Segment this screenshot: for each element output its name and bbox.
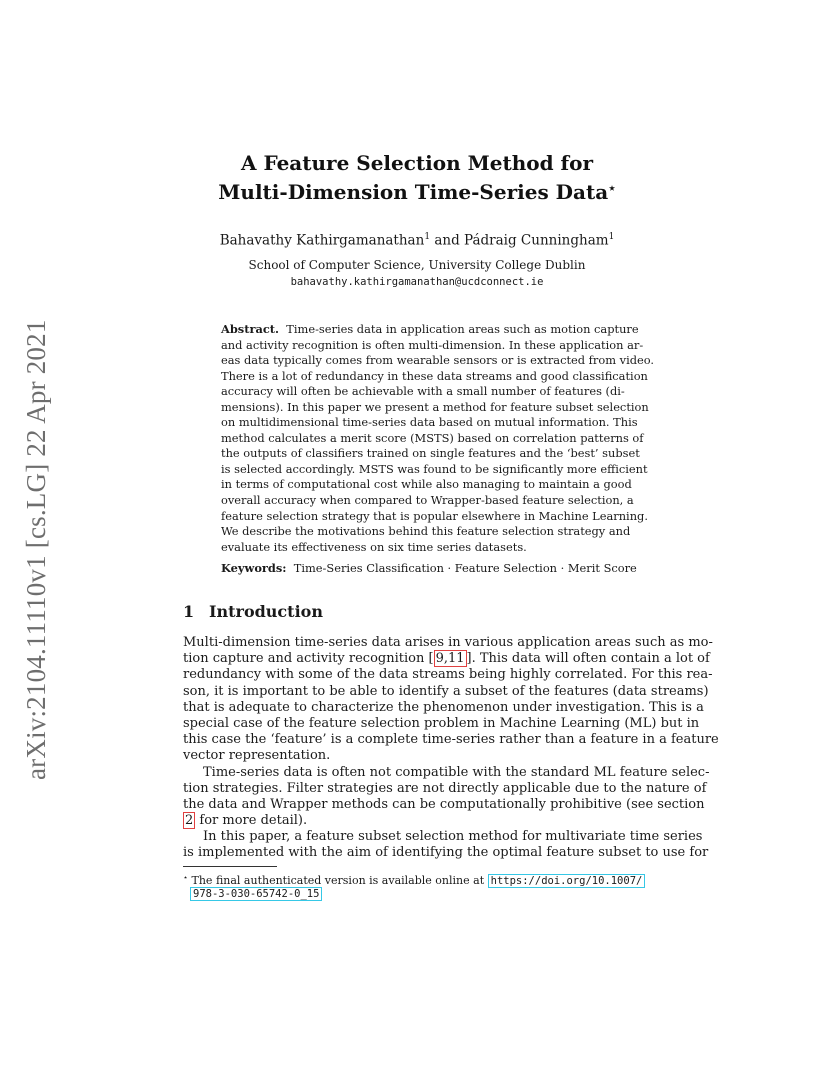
body-line: Time-series data is often not compatible with the standard ML feature selec- — [203, 764, 710, 780]
paper-title-line-2 — [182, 175, 652, 206]
abstract-line: mensions). In this paper we present a method for feature subset selection — [221, 399, 649, 414]
body-line: that is adequate to characterize the phenomenon under investigation. This is a — [183, 699, 704, 715]
paper-title-line-1: A Feature Selection Method for — [240, 151, 594, 175]
author-2: Pádraig Cunningham — [464, 232, 609, 249]
citation-11[interactable]: 11 — [447, 651, 465, 667]
footnote-text: The final authenticated version is available online at — [188, 874, 488, 887]
affiliation: School of Computer Science, University College Dublin — [248, 258, 586, 272]
abstract-line: We describe the motivations behind this feature selection strategy and — [221, 524, 631, 539]
arxiv-identifier-stamp: arXiv:2104.11110v1 [cs.LG] 22 Apr 2021 — [21, 319, 51, 780]
abstract-line: There is a lot of redundancy in these data streams and good classification — [221, 368, 648, 383]
doi-link-part-1[interactable]: https://doi.org/10.1007/ — [488, 874, 646, 888]
abstract-line: is selected accordingly. MSTS was found to be significantly more efficient — [221, 461, 648, 476]
body-line: In this paper, a feature subset selection method for multivariate time series — [203, 829, 703, 845]
abstract-label: Abstract. — [221, 322, 280, 336]
body-line: is implemented with the aim of identifying the optimal feature subset to use for — [183, 845, 709, 861]
section-heading — [183, 601, 323, 623]
citation-9[interactable]: 9 — [435, 651, 444, 667]
body-line: redundancy with some of the data streams being highly correlated. For this rea- — [183, 667, 713, 683]
author-1: Bahavathy Kathirgamanathan — [219, 232, 425, 249]
body-line: son, it is important to be able to identify a subset of the features (data streams) — [183, 683, 709, 699]
citation-separator: , — [443, 651, 448, 667]
body-line: vector representation. — [183, 748, 331, 764]
abstract-line: the outputs of classifiers trained on single features and the ‘best’ subset — [221, 446, 640, 461]
section-title: Introduction — [209, 602, 323, 621]
body-line: tion strategies. Filter strategies are not directly applicable due to the nature of — [183, 780, 707, 796]
doi-link-part-2[interactable]: 978-3-030-65742-0_15 — [190, 887, 322, 901]
body-text-fragment: tion capture and activity recognition [ — [183, 651, 434, 667]
abstract-line: overall accuracy when compared to Wrapper-based feature selection, a — [221, 493, 634, 508]
abstract-line: method calculates a merit score (MSTS) based on correlation patterns of — [221, 430, 644, 445]
abstract-line: feature selection strategy that is popular elsewhere in Machine Learning. — [221, 508, 648, 523]
keywords — [221, 560, 637, 576]
body-text-fragment: ]. This data will often contain a lot of — [466, 651, 710, 667]
abstract-line — [221, 322, 639, 338]
author-email: bahavathy.kathirgamanathan@ucdconnect.ie — [290, 276, 544, 288]
footnote-star: ⋆ — [183, 873, 189, 882]
body-text — [183, 635, 719, 862]
body-line: the data and Wrapper methods can be computationally prohibitive (see section — [183, 796, 705, 812]
footnote-rule — [183, 866, 277, 867]
citation-link[interactable] — [434, 650, 467, 667]
abstract-line: eas data typically comes from wearable sensors or is extracted from video. — [221, 353, 655, 368]
section-ref-link[interactable]: 2 — [185, 813, 194, 829]
footnote — [183, 870, 658, 902]
abstract-line: and activity recognition is often multi-dimension. In these application ar- — [221, 337, 644, 352]
keywords-label: Keywords: — [221, 561, 287, 575]
body-line: this case the ‘feature’ is a complete time-series rather than a feature in a feature — [183, 732, 719, 748]
footnote-line — [183, 886, 658, 902]
body-text-fragment: for more detail). — [195, 813, 308, 829]
keywords-text: Time-Series Classification · Feature Selection · Merit Score — [293, 561, 637, 575]
title-footnote-star: ⋆ — [608, 181, 616, 195]
body-line: special case of the feature selection problem in Machine Learning (ML) but in — [183, 715, 700, 731]
abstract-line: evaluate its effectiveness on six time series datasets. — [221, 539, 527, 554]
author-list — [182, 227, 652, 251]
abstract-line: accuracy will often be achievable with a small number of features (di- — [221, 384, 625, 399]
author-conjunction: and — [430, 232, 465, 249]
footnote-line — [183, 870, 658, 886]
abstract-line: on multidimensional time-series data based on mutual information. This — [221, 415, 638, 430]
title-text: Multi-Dimension Time-Series Data — [218, 180, 609, 204]
body-line — [183, 651, 710, 667]
section-number: 1 — [183, 602, 195, 621]
abstract — [221, 322, 655, 555]
author-2-affil-mark: 1 — [608, 232, 615, 242]
abstract-text: Time-series data in application areas such as motion capture — [286, 322, 639, 336]
author-1-affil-mark: 1 — [424, 232, 431, 242]
body-line: Multi-dimension time-series data arises in various application areas such as mo- — [183, 635, 713, 650]
abstract-line: in terms of computational cost while also managing to maintain a good — [221, 477, 632, 492]
body-line — [183, 813, 653, 829]
